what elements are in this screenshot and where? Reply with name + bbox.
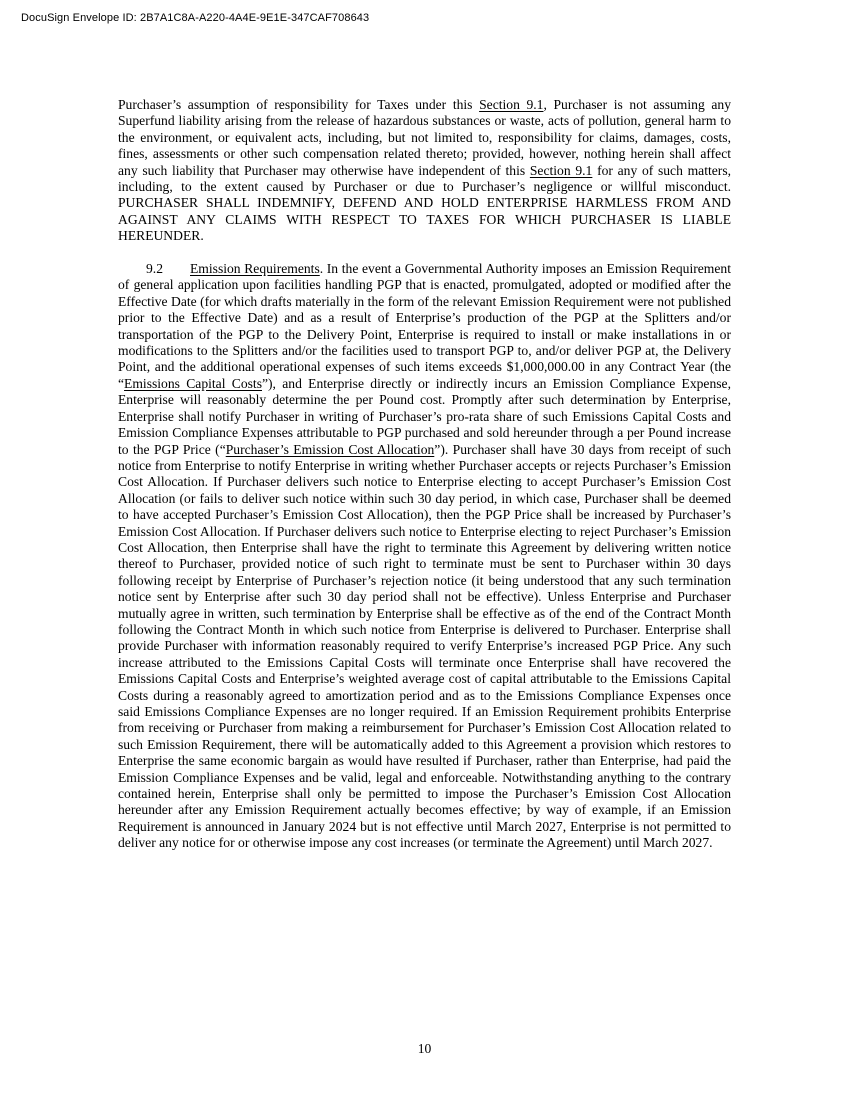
defined-term-purchasers-emission-cost-allocation: Purchaser’s Emission Cost Allocation — [225, 441, 435, 457]
document-body — [118, 97, 731, 852]
text-run: Purchaser’s assumption of responsibility for Taxes under this — [118, 97, 480, 112]
text-run: , Purchaser is not assuming any Superfund liability arising from the release of hazardous substances or waste, acts of pollution, general harm to the environment, or equivalent acts, including, but not limited to, responsibility for claims, damages, costs, fines, assessments or other such compensation related thereto; provided, however, nothing herein shall affect any such liability that Purchaser may otherwise have independent of this — [118, 97, 731, 178]
paragraph-section-9-2 — [118, 261, 731, 852]
defined-term-emissions-capital-costs: Emissions Capital Costs — [124, 375, 262, 391]
page-number: 10 — [417, 1041, 432, 1056]
text-run: . In the event a Governmental Authority imposes an Emission Requirement of general application upon facilities handling PGP that is enacted, promulgated, adopted or modified after the Effective Date (for which drafts materially in the form of the relevant Emission Requirement were not published prior to the Effective Date) and as a result of Enterprise’s production of the PGP at the Splitters and/or transportation of the PGP to the Delivery Point, Enterprise is required to install or make installations in or modifications to the Splitters and/or the facilities used to transport PGP to, and/or deliver PGP at, the Delivery Point, and the additional operational expenses of such items exceeds $1,000,000.00 in any Contract Year (the “ — [118, 261, 731, 391]
docusign-envelope-id: DocuSign Envelope ID: 2B7A1C8A-A220-4A4E-9E1E-347CAF708643 — [21, 12, 370, 24]
paragraph-section-9-1 — [118, 97, 731, 245]
section-number: 9.2 — [146, 261, 163, 277]
section-heading-emission-requirements: Emission Requirements — [190, 261, 320, 277]
text-run: ”), and Enterprise directly or indirectly incurs an Emission Compliance Expense, Enterprise will reasonably determine the per Pound cost. Promptly after such determination by Enterprise, Enterprise shall notify Purchaser in writing of Purchaser’s pro-rata share of such Emissions Capital Costs and Emission Compliance Expenses attributable to PGP purchased and sold hereunder through a per Pound increase to the PGP Price (“ — [118, 375, 731, 457]
section-9-1-reference: Section 9.1 — [529, 162, 593, 178]
text-run: for any of such matters, including, to the extent caused by Purchaser or due to Purchaser’s negligence or willful misconduct. PURCHASER SHALL INDEMNIFY, DEFEND AND HOLD ENTERPRISE HARMLESS FROM AND AGAINST ANY CLAIMS WITH RESPECT TO TAXES FOR WHICH PURCHASER IS LIABLE HEREUNDER. — [118, 162, 732, 244]
text-run: ”). Purchaser shall have 30 days from receipt of such notice from Enterprise to notify Enterprise in writing whether Purchaser accepts or rejects Purchaser’s Emission Cost Allocation. If Purchaser delivers such notice to Enterprise electing to accept Purchaser’s Emission Cost Allocation (or fails to deliver such notice within such 30 day period, in which case, Purchaser shall be deemed to have accepted Purchaser’s Emission Cost Allocation), then the PGP Price shall be increased by Purchaser’s Emission Cost Allocation. If Purchaser delivers such notice to Enterprise electing to reject Purchaser’s Emission Cost Allocation, then Enterprise shall have the right to terminate this Agreement by delivering written notice thereof to Purchaser, provided notice of such right to terminate must be sent to Purchaser within 30 days following receipt by Enterprise of Purchaser’s rejection notice (it being understood that any such termination notice sent by Enterprise after such 30 day period shall not be effective). Unless Enterprise and Purchaser mutually agree in written, such termination by Enterprise shall be effective as of the end of the Contract Month following the Contract Month in which such notice from Enterprise is delivered to Purchaser. Enterprise shall provide Purchaser with information reasonably required to verify Enterprise’s increased PGP Price. Any such increase attributed to the Emissions Capital Costs will terminate once Enterprise shall have recovered the Emissions Capital Costs and Enterprise’s weighted average cost of capital attributable to the Emissions Capital Costs during a reasonably agreed to amortization period and as to the Emissions Compliance Expenses once said Emissions Compliance Expenses are no longer required. If an Emission Requirement prohibits Enterprise from receiving or Purchaser from making a reimbursement for Purchaser’s Emission Cost Allocation related to such Emission Requirement, there will be automatically added to this Agreement a provision which restores to Enterprise the same economic bargain as would have resulted if Purchaser, rather than Enterprise, had paid the Emission Compliance Expenses and be valid, legal and enforceable. Notwithstanding anything to the contrary contained herein, Enterprise shall only be permitted to impose the Purchaser’s Emission Cost Allocation hereunder after any Emission Requirement actually becomes effective; by way of example, if an Emission Requirement is announced in January 2024 but is not effective until March 2027, Enterprise is not permitted to deliver any notice for or otherwise impose any cost increases (or terminate the Agreement) until March 2027. — [118, 441, 731, 851]
section-9-1-reference: Section 9.1 — [479, 97, 544, 112]
